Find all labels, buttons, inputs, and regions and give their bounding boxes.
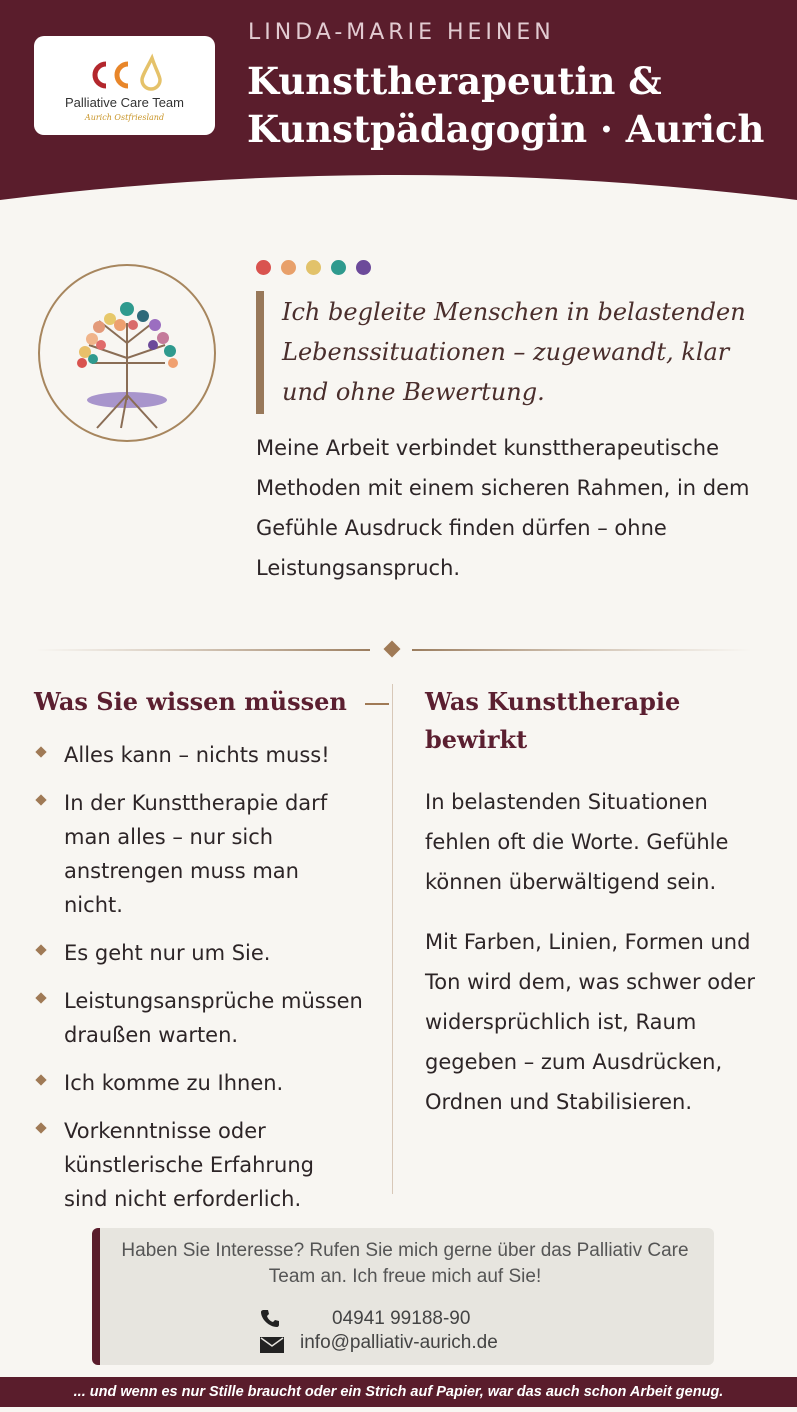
footer-tagline: ... und wenn es nur Stille braucht oder ein Strich auf Papier, war das auch schon Arbeit genug.: [0, 1377, 797, 1407]
mail-icon: [260, 1337, 284, 1353]
diamond-bullet-icon: [35, 992, 46, 1003]
contact-text: Haben Sie Interesse? Rufen Sie mich gerne über das Palliativ Care Team an. Ich freue mich auf Sie!: [121, 1240, 689, 1287]
logo-title: Palliative Care Team: [65, 95, 184, 110]
title-dash: [365, 703, 389, 705]
list-item: Alles kann – nichts muss!: [34, 738, 364, 772]
effect-paragraph-1: In belastenden Situationen fehlen oft die Worte. Gefühle können überwältigend sein.: [425, 790, 729, 894]
column-separator: [392, 684, 393, 1194]
logo-subtitle: Aurich Ostfriesland: [84, 113, 165, 122]
intro-quote: Ich begleite Menschen in belastenden Lebenssituationen – zugewandt, klar und ohne Bewertung.: [282, 298, 746, 406]
list-item: Vorkenntnisse oder künstlerische Erfahrung sind nicht erforderlich.: [34, 1114, 364, 1216]
tree-emblem-icon: [37, 263, 217, 443]
phone-number[interactable]: 04941 99188-90: [332, 1308, 471, 1329]
phone-icon: [260, 1308, 280, 1328]
info-list: [34, 738, 364, 1230]
list-item: Es geht nur um Sie.: [34, 936, 364, 970]
list-item: Leistungsansprüche müssen draußen warten.: [34, 984, 364, 1052]
color-dot: [306, 260, 321, 275]
list-item: In der Kunsttherapie darf man alles – nur sich anstrengen muss man nicht.: [34, 786, 364, 922]
color-dot: [256, 260, 271, 275]
intro-text: Meine Arbeit verbindet kunsttherapeutische Methoden mit einem sicheren Rahmen, in dem Gefühle Ausdruck finden dürfen – ohne Leistungsanspruch.: [256, 436, 750, 580]
left-section-title: [34, 683, 389, 721]
list-item: Ich komme zu Ihnen.: [34, 1066, 364, 1100]
effect-paragraph-2: Mit Farben, Linien, Formen und Ton wird dem, was schwer oder widersprüchlich ist, Raum gegeben – zum Ausdrücken, Ordnen und Stabilisieren.: [425, 930, 756, 1114]
diamond-bullet-icon: [35, 794, 46, 805]
diamond-bullet-icon: [35, 1122, 46, 1133]
page-title: [247, 57, 787, 153]
color-dot: [356, 260, 371, 275]
color-dot: [281, 260, 296, 275]
header: [0, 0, 797, 205]
email-address[interactable]: info@palliativ-aurich.de: [300, 1332, 498, 1353]
color-dot: [331, 260, 346, 275]
page-title-line-1: Kunsttherapeutin &: [247, 59, 662, 103]
contact-box: [92, 1228, 714, 1365]
quote-bar: [256, 291, 264, 414]
section-divider: [0, 630, 797, 670]
diamond-bullet-icon: [35, 944, 46, 955]
author-name: LINDA-MARIE HEINEN: [248, 20, 555, 45]
right-section-title: Was Kunsttherapie bewirkt: [425, 687, 681, 754]
page-title-line-2: Kunstpädagogin · Aurich: [247, 107, 765, 151]
diamond-bullet-icon: [35, 1074, 46, 1085]
left-section-title-text: Was Sie wissen müssen: [34, 687, 347, 716]
diamond-bullet-icon: [35, 746, 46, 757]
logo[interactable]: [34, 36, 215, 135]
